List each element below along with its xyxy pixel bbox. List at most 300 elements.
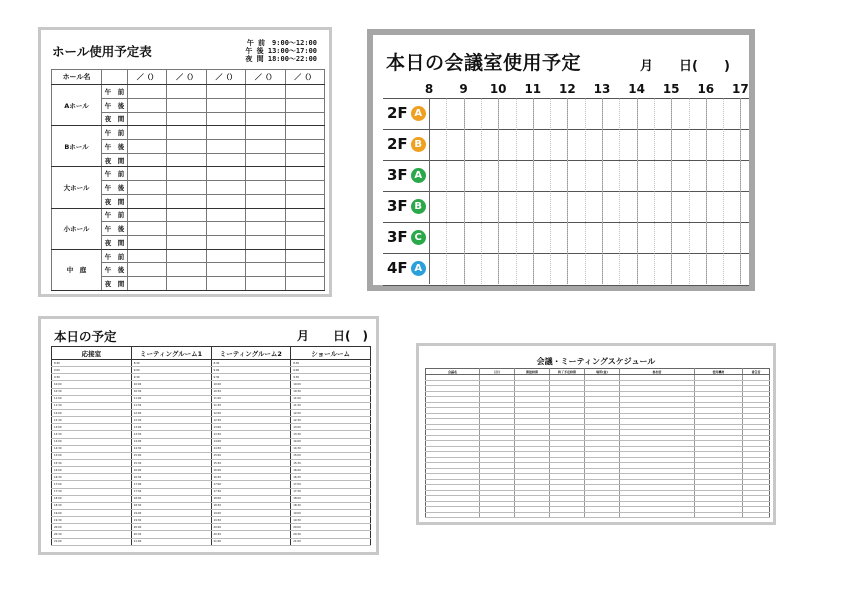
hour-label: 11: [524, 82, 542, 96]
period-header: [102, 70, 128, 85]
time-slot-cell[interactable]: 20:30: [52, 531, 132, 538]
hall-table-header: [52, 70, 325, 85]
schedule-cell[interactable]: [128, 194, 167, 208]
hour-label: 17: [732, 82, 749, 96]
time-slot-cell[interactable]: 13:30: [52, 431, 132, 438]
schedule-column-header: 終了予定時間: [550, 369, 585, 375]
hour-gridline: [740, 98, 741, 284]
time-slot-cell[interactable]: 9:30: [211, 374, 291, 381]
schedule-cell[interactable]: [128, 222, 167, 236]
room-label: [387, 228, 426, 246]
time-slot-cell[interactable]: 13:00: [52, 424, 132, 431]
schedule-entry-cell[interactable]: [695, 512, 743, 518]
time-slot-cell[interactable]: 17:30: [52, 488, 132, 495]
schedule-board-title: 会議・ミーティングスケジュール: [536, 357, 656, 366]
hour-gridline: [498, 98, 499, 284]
room-label: [387, 259, 426, 277]
room-row: [383, 222, 749, 254]
time-slot-cell[interactable]: 20:00: [52, 524, 132, 531]
schedule-cell[interactable]: [246, 222, 285, 236]
time-slot-cell[interactable]: 18:30: [131, 502, 211, 509]
period-label: 夜 間: [102, 112, 128, 126]
schedule-cell[interactable]: [167, 139, 206, 153]
period-label: 午 後: [102, 263, 128, 277]
time-slot-cell[interactable]: 18:00: [52, 495, 132, 502]
time-slot-cell[interactable]: 14:30: [52, 445, 132, 452]
schedule-entry-cell[interactable]: [550, 512, 585, 518]
time-row: [52, 495, 371, 502]
hour-label: 13: [593, 82, 611, 96]
today-board-title: 本日の予定: [54, 329, 117, 344]
half-hour-gridline: [446, 98, 447, 284]
time-slot-cell[interactable]: 13:30: [131, 431, 211, 438]
time-slot-cell[interactable]: 10:30: [211, 388, 291, 395]
schedule-cell[interactable]: [128, 85, 167, 99]
schedule-cell[interactable]: [206, 194, 245, 208]
hall-name: 小ホール: [52, 208, 102, 249]
time-slot-cell[interactable]: 15:00: [211, 452, 291, 459]
schedule-cell[interactable]: [167, 249, 206, 263]
schedule-cell[interactable]: [206, 222, 245, 236]
hour-gridline: [602, 98, 603, 284]
schedule-cell[interactable]: [206, 126, 245, 140]
time-slot-cell[interactable]: 15:30: [52, 459, 132, 466]
schedule-cell[interactable]: [206, 277, 245, 291]
time-slot-cell[interactable]: 17:00: [291, 481, 371, 488]
time-slot-cell[interactable]: 8:30: [131, 360, 211, 367]
time-slot-cell[interactable]: 17:00: [131, 481, 211, 488]
schedule-cell[interactable]: [128, 167, 167, 181]
time-row: [52, 395, 371, 402]
time-slot-cell[interactable]: 15:00: [52, 452, 132, 459]
schedule-cell[interactable]: [167, 181, 206, 195]
period-label: 午 後: [102, 98, 128, 112]
time-slot-cell[interactable]: 10:30: [131, 388, 211, 395]
time-row: [52, 424, 371, 431]
floor-label: 4F: [387, 259, 408, 277]
date-column-header: ／（）: [206, 70, 245, 85]
half-hour-gridline: [516, 98, 517, 284]
schedule-cell[interactable]: [246, 277, 285, 291]
time-slot-cell[interactable]: 15:30: [291, 459, 371, 466]
time-slot-cell[interactable]: 14:30: [211, 445, 291, 452]
time-slot-cell[interactable]: 9:00: [211, 367, 291, 374]
time-slot-cell[interactable]: 13:30: [211, 431, 291, 438]
time-slot-cell[interactable]: 18:30: [52, 502, 132, 509]
schedule-column-header: 使用機材: [695, 369, 743, 375]
time-slot-cell[interactable]: 8:30: [211, 360, 291, 367]
schedule-cell[interactable]: [246, 236, 285, 250]
schedule-cell[interactable]: [246, 181, 285, 195]
room-badge: B: [411, 199, 426, 214]
time-row: [52, 502, 371, 509]
time-slot-cell[interactable]: 12:00: [52, 409, 132, 416]
time-slot-cell[interactable]: 9:30: [291, 374, 371, 381]
time-slot-cell[interactable]: 11:30: [52, 402, 132, 409]
room-row: [383, 98, 749, 130]
time-slot-cell[interactable]: 9:30: [131, 374, 211, 381]
time-slot-cell[interactable]: 18:00: [291, 495, 371, 502]
time-slot-cell[interactable]: 17:00: [52, 481, 132, 488]
today-board-date: 月 日( ): [297, 329, 368, 343]
schedule-cell[interactable]: [167, 277, 206, 291]
period-label: 午 後: [102, 222, 128, 236]
time-slot-cell[interactable]: 8:30: [52, 360, 132, 367]
time-slot-cell[interactable]: 12:00: [131, 409, 211, 416]
schedule-cell[interactable]: [285, 249, 324, 263]
time-slot-cell[interactable]: 14:00: [291, 438, 371, 445]
schedule-cell[interactable]: [246, 263, 285, 277]
time-row: [52, 488, 371, 495]
schedule-cell[interactable]: [128, 139, 167, 153]
time-slot-cell[interactable]: 11:30: [131, 402, 211, 409]
hour-label: 12: [559, 82, 576, 96]
time-slot-cell[interactable]: 13:30: [291, 431, 371, 438]
schedule-cell[interactable]: [246, 153, 285, 167]
schedule-cell[interactable]: [206, 139, 245, 153]
hour-label: 10: [489, 82, 507, 96]
hour-gridline: [706, 98, 707, 284]
time-slot-cell[interactable]: 19:00: [52, 509, 132, 516]
schedule-cell[interactable]: [167, 126, 206, 140]
time-slot-cell[interactable]: 13:00: [291, 424, 371, 431]
time-slot-cell[interactable]: 14:00: [52, 438, 132, 445]
floor-label: 2F: [387, 104, 408, 122]
schedule-cell[interactable]: [206, 249, 245, 263]
time-slot-cell[interactable]: 9:30: [52, 374, 132, 381]
time-slot-cell[interactable]: 10:30: [291, 388, 371, 395]
schedule-row: [426, 512, 770, 518]
time-slot-cell[interactable]: 10:30: [52, 388, 132, 395]
schedule-cell[interactable]: [285, 222, 324, 236]
hall-name: Bホール: [52, 126, 102, 167]
half-hour-gridline: [689, 98, 690, 284]
hall-period-row: [52, 126, 325, 140]
period-label: 午 後: [102, 139, 128, 153]
time-slot-cell[interactable]: 11:00: [52, 395, 132, 402]
time-slot-cell[interactable]: 20:00: [211, 524, 291, 531]
time-slot-cell[interactable]: 12:30: [131, 417, 211, 424]
floor-label: 3F: [387, 166, 408, 184]
time-row: [52, 409, 371, 416]
schedule-cell[interactable]: [285, 112, 324, 126]
schedule-cell[interactable]: [285, 167, 324, 181]
hour-label: 9: [459, 82, 468, 96]
schedule-cell[interactable]: [246, 249, 285, 263]
schedule-entry-cell[interactable]: [585, 512, 620, 518]
room-grid: [383, 98, 749, 284]
schedule-cell[interactable]: [128, 153, 167, 167]
time-row: [52, 452, 371, 459]
time-afternoon: 午 後 13:00〜17:00: [245, 47, 317, 55]
schedule-cell[interactable]: [285, 263, 324, 277]
hour-gridline: [429, 98, 430, 284]
hour-label: 14: [628, 82, 645, 96]
time-morning: 午 前 9:00〜12:00: [246, 39, 317, 47]
room-label: [387, 166, 426, 184]
time-slot-cell[interactable]: 10:00: [131, 381, 211, 388]
schedule-cell[interactable]: [246, 98, 285, 112]
schedule-cell[interactable]: [285, 98, 324, 112]
room-column-header: ミーティングルーム1: [131, 347, 211, 360]
time-slot-cell[interactable]: 16:00: [211, 467, 291, 474]
hour-gridline: [671, 98, 672, 284]
time-row: [52, 360, 371, 367]
hall-name: 大ホール: [52, 167, 102, 208]
time-slot-cell[interactable]: 16:30: [52, 474, 132, 481]
time-slot-cell[interactable]: 15:00: [291, 452, 371, 459]
time-slot-cell[interactable]: 19:30: [291, 517, 371, 524]
time-slot-cell[interactable]: 18:00: [131, 495, 211, 502]
schedule-cell[interactable]: [285, 126, 324, 140]
time-row: [52, 388, 371, 395]
today-table: [51, 346, 371, 546]
schedule-cell[interactable]: [285, 236, 324, 250]
hall-name-header: ホール名: [52, 70, 102, 85]
time-row: [52, 467, 371, 474]
schedule-cell[interactable]: [167, 167, 206, 181]
time-slot-cell[interactable]: 20:00: [291, 524, 371, 531]
schedule-entry-cell[interactable]: [426, 512, 480, 518]
schedule-cell[interactable]: [285, 194, 324, 208]
half-hour-gridline: [654, 98, 655, 284]
schedule-column-header: 会議名: [426, 369, 480, 375]
schedule-cell[interactable]: [167, 98, 206, 112]
time-slot-cell[interactable]: 14:30: [131, 445, 211, 452]
schedule-cell[interactable]: [206, 236, 245, 250]
time-slot-cell[interactable]: 15:30: [131, 459, 211, 466]
time-slot-cell[interactable]: 18:00: [211, 495, 291, 502]
time-row: [52, 509, 371, 516]
time-slot-cell[interactable]: 21:00: [52, 538, 132, 545]
schedule-cell[interactable]: [246, 208, 285, 222]
schedule-entry-cell[interactable]: [620, 512, 695, 518]
date-column-header: ／（）: [285, 70, 324, 85]
time-row: [52, 474, 371, 481]
schedule-cell[interactable]: [167, 194, 206, 208]
time-slot-cell[interactable]: 11:00: [211, 395, 291, 402]
hall-period-row: [52, 85, 325, 99]
schedule-column-header: 開始時間: [515, 369, 550, 375]
time-slot-cell[interactable]: 19:00: [291, 509, 371, 516]
date-column-header: ／（）: [167, 70, 206, 85]
date-column-header: ／（）: [246, 70, 285, 85]
time-slot-cell[interactable]: 12:00: [291, 409, 371, 416]
time-slot-cell[interactable]: 19:00: [131, 509, 211, 516]
schedule-cell[interactable]: [128, 208, 167, 222]
hall-period-row: [52, 167, 325, 181]
schedule-column-header: 参加者: [620, 369, 695, 375]
time-slot-cell[interactable]: 15:30: [211, 459, 291, 466]
hall-name: 中 庭: [52, 249, 102, 290]
schedule-cell[interactable]: [246, 85, 285, 99]
hour-gridline: [464, 98, 465, 284]
time-slot-cell[interactable]: 14:30: [291, 445, 371, 452]
time-row: [52, 445, 371, 452]
schedule-cell[interactable]: [128, 263, 167, 277]
time-slot-cell[interactable]: 16:00: [52, 467, 132, 474]
schedule-column-header: 場所(室): [585, 369, 620, 375]
schedule-cell[interactable]: [167, 236, 206, 250]
schedule-cell[interactable]: [167, 153, 206, 167]
schedule-cell[interactable]: [206, 181, 245, 195]
schedule-cell[interactable]: [285, 208, 324, 222]
time-slot-cell[interactable]: 20:30: [211, 531, 291, 538]
period-label: 夜 間: [102, 194, 128, 208]
room-column-header: 応接室: [52, 347, 132, 360]
schedule-cell[interactable]: [206, 263, 245, 277]
time-slot-cell[interactable]: 19:00: [211, 509, 291, 516]
schedule-cell[interactable]: [206, 153, 245, 167]
time-slot-cell[interactable]: 18:30: [211, 502, 291, 509]
room-row: [383, 160, 749, 192]
schedule-cell[interactable]: [167, 222, 206, 236]
time-slot-cell[interactable]: 17:00: [211, 481, 291, 488]
time-slot-cell[interactable]: 13:00: [211, 424, 291, 431]
schedule-cell[interactable]: [167, 112, 206, 126]
schedule-cell[interactable]: [285, 85, 324, 99]
hour-label: 16: [697, 82, 715, 96]
time-slot-cell[interactable]: 21:00: [291, 538, 371, 545]
time-slot-cell[interactable]: 19:30: [52, 517, 132, 524]
time-row: [52, 367, 371, 374]
time-slot-cell[interactable]: 11:00: [291, 395, 371, 402]
period-label: 午 前: [102, 167, 128, 181]
time-slot-cell[interactable]: 21:00: [211, 538, 291, 545]
time-slot-cell[interactable]: 16:30: [211, 474, 291, 481]
time-slot-cell[interactable]: 8:30: [291, 360, 371, 367]
schedule-cell[interactable]: [128, 277, 167, 291]
hall-period-row: [52, 249, 325, 263]
time-slot-cell[interactable]: 11:30: [291, 402, 371, 409]
room-badge: C: [411, 230, 426, 245]
hour-gridline: [533, 98, 534, 284]
time-slot-cell[interactable]: 10:00: [52, 381, 132, 388]
schedule-column-header: 月日: [480, 369, 515, 375]
schedule-cell[interactable]: [128, 98, 167, 112]
schedule-cell[interactable]: [167, 263, 206, 277]
time-row: [52, 517, 371, 524]
schedule-entry-cell[interactable]: [515, 512, 550, 518]
time-slot-cell[interactable]: 9:00: [131, 367, 211, 374]
half-hour-gridline: [619, 98, 620, 284]
time-slot-cell[interactable]: 11:00: [131, 395, 211, 402]
today-schedule-board: [38, 316, 379, 555]
period-label: 午 後: [102, 181, 128, 195]
schedule-entry-cell[interactable]: [480, 512, 515, 518]
schedule-cell[interactable]: [285, 153, 324, 167]
room-board-title: 本日の会議室使用予定: [386, 52, 582, 74]
schedule-cell[interactable]: [285, 181, 324, 195]
time-slot-cell[interactable]: 21:00: [131, 538, 211, 545]
time-row: [52, 431, 371, 438]
time-slot-cell[interactable]: 19:30: [211, 517, 291, 524]
time-slot-cell[interactable]: 10:00: [291, 381, 371, 388]
meeting-room-board: [367, 29, 755, 291]
schedule-cell[interactable]: [167, 85, 206, 99]
schedule-cell[interactable]: [285, 277, 324, 291]
schedule-cell[interactable]: [167, 208, 206, 222]
time-slot-cell[interactable]: 12:30: [52, 417, 132, 424]
schedule-cell[interactable]: [246, 167, 285, 181]
room-column-header: ミーティングルーム2: [211, 347, 291, 360]
period-label: 夜 間: [102, 236, 128, 250]
schedule-cell[interactable]: [285, 139, 324, 153]
time-slot-cell[interactable]: 12:30: [211, 417, 291, 424]
time-slot-cell[interactable]: 18:30: [291, 502, 371, 509]
hall-board-title: ホール使用予定表: [52, 44, 152, 59]
schedule-cell[interactable]: [206, 208, 245, 222]
room-row: [383, 129, 749, 161]
time-slot-cell[interactable]: 15:00: [131, 452, 211, 459]
time-slot-cell[interactable]: 20:30: [131, 531, 211, 538]
floor-label: 2F: [387, 135, 408, 153]
time-slot-cell[interactable]: 9:00: [291, 367, 371, 374]
schedule-entry-cell[interactable]: [743, 512, 770, 518]
time-slot-cell[interactable]: 20:30: [291, 531, 371, 538]
time-slot-cell[interactable]: 16:00: [291, 467, 371, 474]
time-row: [52, 402, 371, 409]
time-slot-cell[interactable]: 19:30: [131, 517, 211, 524]
time-slot-cell[interactable]: 9:00: [52, 367, 132, 374]
room-column-header: ショールーム: [291, 347, 371, 360]
schedule-cell[interactable]: [128, 126, 167, 140]
half-hour-gridline: [723, 98, 724, 284]
schedule-cell[interactable]: [206, 167, 245, 181]
time-slot-cell[interactable]: 17:30: [131, 488, 211, 495]
schedule-cell[interactable]: [128, 181, 167, 195]
time-row: [52, 481, 371, 488]
time-slot-cell[interactable]: 14:00: [211, 438, 291, 445]
hall-table: [51, 69, 325, 291]
schedule-cell[interactable]: [128, 112, 167, 126]
time-slot-cell[interactable]: 17:30: [211, 488, 291, 495]
time-slot-cell[interactable]: 14:00: [131, 438, 211, 445]
room-badge: A: [411, 168, 426, 183]
date-column-header: ／（）: [128, 70, 167, 85]
schedule-cell[interactable]: [128, 236, 167, 250]
period-label: 午 前: [102, 126, 128, 140]
room-row: [383, 191, 749, 223]
period-label: 午 前: [102, 249, 128, 263]
time-slot-cell[interactable]: 16:00: [131, 467, 211, 474]
time-slot-cell[interactable]: 17:30: [291, 488, 371, 495]
time-slot-cell[interactable]: 20:00: [131, 524, 211, 531]
time-slot-cell[interactable]: 11:30: [211, 402, 291, 409]
time-slot-cell[interactable]: 16:30: [131, 474, 211, 481]
schedule-cell[interactable]: [206, 85, 245, 99]
time-slot-cell[interactable]: 10:00: [211, 381, 291, 388]
schedule-cell[interactable]: [246, 139, 285, 153]
time-slot-cell[interactable]: 13:00: [131, 424, 211, 431]
schedule-cell[interactable]: [206, 112, 245, 126]
schedule-cell[interactable]: [206, 98, 245, 112]
schedule-cell[interactable]: [128, 249, 167, 263]
schedule-cell[interactable]: [246, 194, 285, 208]
time-slot-cell[interactable]: 12:30: [291, 417, 371, 424]
schedule-cell[interactable]: [246, 112, 285, 126]
room-board-date: 月 日( ): [640, 59, 730, 74]
schedule-table: [425, 368, 770, 518]
hall-period-row: [52, 208, 325, 222]
time-row: [52, 538, 371, 545]
hour-gridline: [637, 98, 638, 284]
schedule-cell[interactable]: [246, 126, 285, 140]
time-row: [52, 417, 371, 424]
time-slot-cell[interactable]: 16:30: [291, 474, 371, 481]
time-slot-cell[interactable]: 12:00: [211, 409, 291, 416]
hall-board-times: [245, 39, 317, 63]
